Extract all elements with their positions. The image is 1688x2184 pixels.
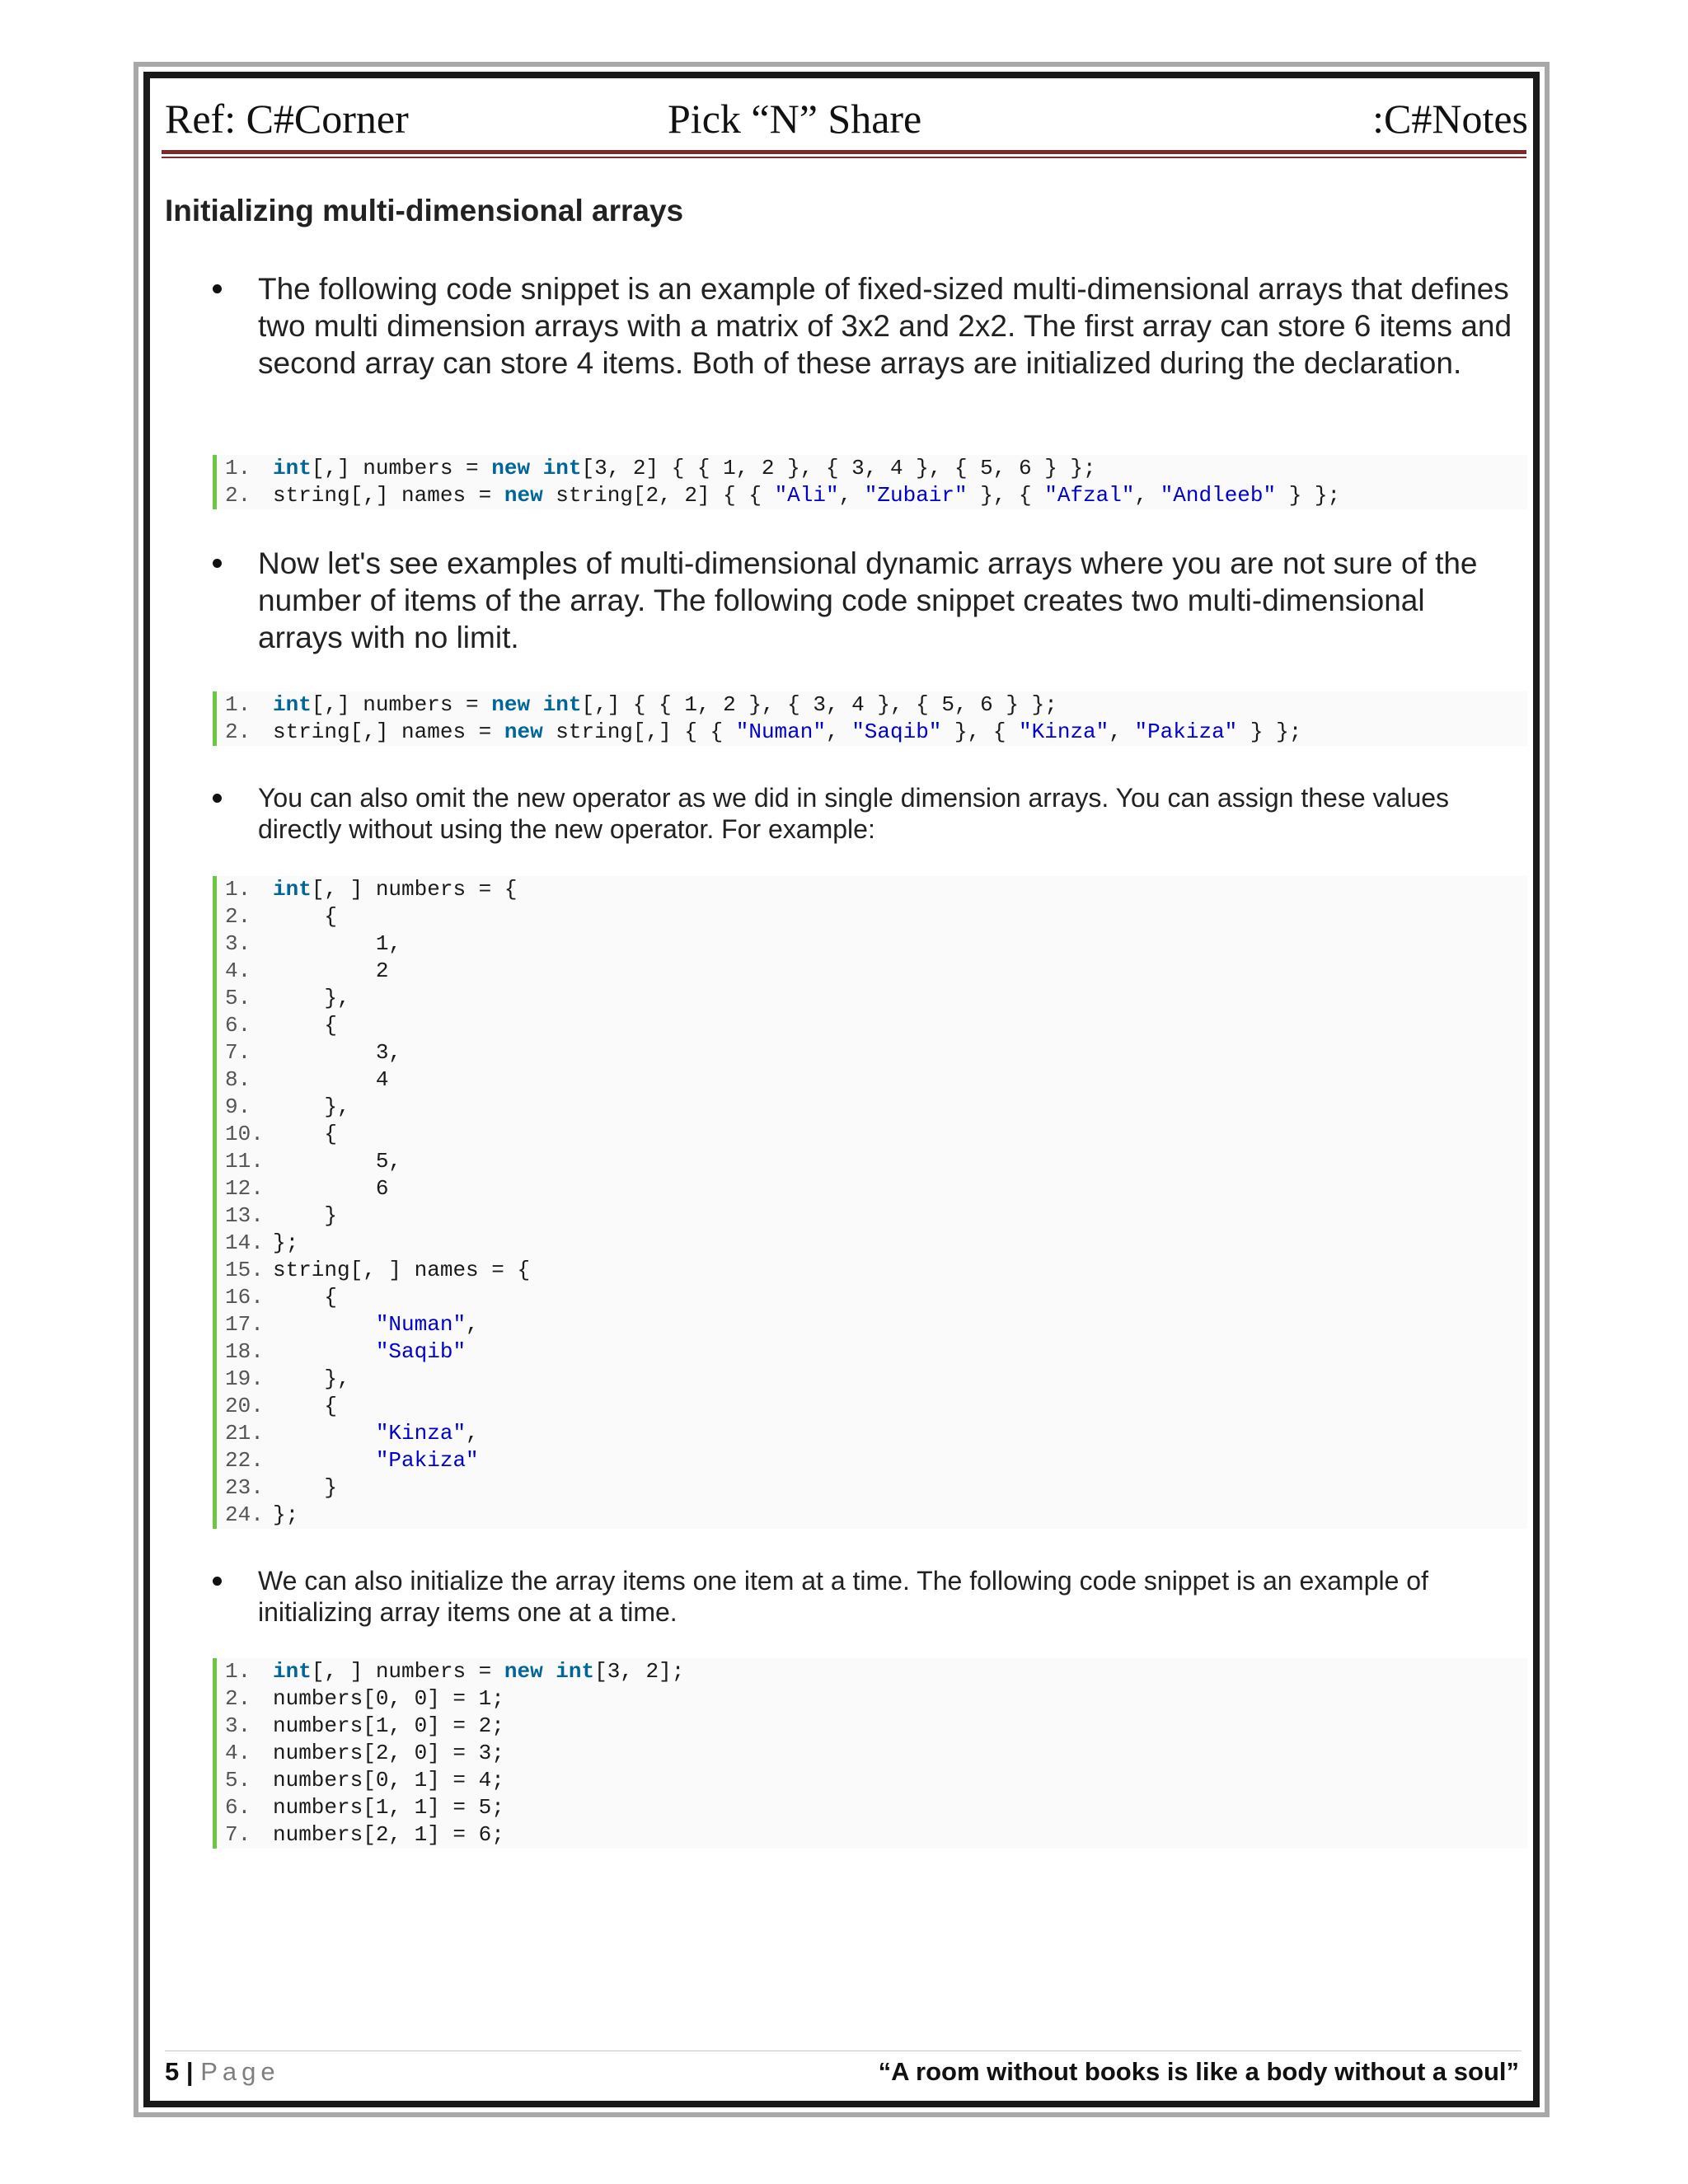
- line-number: 17.: [225, 1312, 264, 1337]
- line-number: 23.: [225, 1475, 264, 1500]
- code-line: 2. numbers[0, 0] = 1;: [217, 1685, 1527, 1713]
- line-number: 1.: [225, 456, 251, 480]
- code-line: 2. string[,] names = new string[,] { { "Numan", "Saqib" }, { "Kinza", "Pakiza" } };: [217, 719, 1527, 746]
- line-number: 1.: [225, 1659, 251, 1684]
- line-number: 24.: [225, 1502, 264, 1527]
- line-number: 8.: [225, 1067, 251, 1092]
- page-header: [165, 95, 1528, 152]
- page-number-value: 5: [165, 2057, 180, 2086]
- line-number: 19.: [225, 1366, 264, 1391]
- code-line: 5. numbers[0, 1] = 4;: [217, 1767, 1527, 1794]
- code-line: 4. numbers[2, 0] = 3;: [217, 1740, 1527, 1767]
- line-number: 5.: [225, 986, 251, 1010]
- code-line: 21. "Kinza",: [217, 1420, 1527, 1447]
- line-number: 3.: [225, 1713, 251, 1738]
- bullet-text: We can also initialize the array items one item at a time. The following code snippet is an example of initializing array items one at a time.: [258, 1566, 1428, 1627]
- line-number: 21.: [225, 1421, 264, 1446]
- code-line: 12. 6: [217, 1175, 1527, 1202]
- line-number: 11.: [225, 1149, 264, 1174]
- code-line: 8. 4: [217, 1066, 1527, 1094]
- header-rule-thin: [162, 157, 1526, 158]
- code-line: 9. },: [217, 1094, 1527, 1121]
- code-line: 15. string[, ] names = {: [217, 1257, 1527, 1284]
- line-number: 7.: [225, 1040, 251, 1065]
- code-line: 14. };: [217, 1230, 1527, 1257]
- code-line: 17. "Numan",: [217, 1311, 1527, 1338]
- bullet-text: The following code snippet is an example of fixed-sized multi-dimensional arrays that defines two multi dimension arrays with a matrix of 3x2 and 2x2. The first array can store 6 items and second array can store 4 items. Both of these arrays are initialized during the declaration.: [258, 272, 1512, 380]
- line-number: 22.: [225, 1448, 264, 1473]
- page-label: Page: [200, 2057, 280, 2086]
- header-right: :C#Notes: [1372, 96, 1528, 142]
- line-number: 18.: [225, 1339, 264, 1364]
- code-line: 19. },: [217, 1366, 1527, 1393]
- line-number: 4.: [225, 958, 251, 983]
- code-block: [213, 876, 1527, 1529]
- code-line: 13. }: [217, 1202, 1527, 1230]
- code-line: 7. numbers[2, 1] = 6;: [217, 1821, 1527, 1849]
- line-number: 2.: [225, 483, 251, 508]
- code-line: 6. {: [217, 1012, 1527, 1039]
- code-line: 3. numbers[1, 0] = 2;: [217, 1713, 1527, 1740]
- code-line: 1. int[,] numbers = new int[3, 2] { { 1, 2 }, { 3, 4 }, { 5, 6 } };: [217, 455, 1527, 482]
- code-line: 1. int[,] numbers = new int[,] { { 1, 2 }, { 3, 4 }, { 5, 6 } };: [217, 691, 1527, 719]
- code-line: 2. string[,] names = new string[2, 2] { { "Ali", "Zubair" }, { "Afzal", "Andleeb" } };: [217, 482, 1527, 509]
- line-number: 14.: [225, 1230, 264, 1255]
- line-number: 16.: [225, 1285, 264, 1310]
- header-left: Ref: C#Corner: [165, 96, 409, 142]
- code-line: 11. 5,: [217, 1148, 1527, 1175]
- code-line: 2. {: [217, 903, 1527, 930]
- line-number: 6.: [225, 1795, 251, 1820]
- header-center: Pick “N” Share: [668, 96, 922, 142]
- bullet-dot: [213, 1577, 222, 1586]
- line-number: 1.: [225, 877, 251, 902]
- code-line: 7. 3,: [217, 1039, 1527, 1066]
- code-block: [213, 1658, 1527, 1849]
- bullet-dot: [213, 794, 222, 803]
- bullet-text: Now let's see examples of multi-dimensional dynamic arrays where you are not sure of the number of items of the array. The following code snippet creates two multi-dimensional arrays with no limit.: [258, 546, 1478, 654]
- code-line: 22. "Pakiza": [217, 1447, 1527, 1474]
- line-number: 2.: [225, 904, 251, 929]
- bullet-text: You can also omit the new operator as we did in single dimension arrays. You can assign these values directly without using the new operator. For example:: [258, 783, 1450, 844]
- line-number: 6.: [225, 1013, 251, 1038]
- line-number: 3.: [225, 931, 251, 956]
- line-number: 10.: [225, 1122, 264, 1146]
- line-number: 13.: [225, 1203, 264, 1228]
- code-line: 1. int[, ] numbers = {: [217, 876, 1527, 903]
- page-number: [165, 2057, 280, 2087]
- bullet-dot: [213, 284, 222, 293]
- code-line: 1. int[, ] numbers = new int[3, 2];: [217, 1658, 1527, 1685]
- code-block: [213, 455, 1527, 509]
- page-separator: |: [185, 2057, 194, 2086]
- line-number: 2.: [225, 1686, 251, 1711]
- header-rule-thick: [162, 150, 1526, 154]
- footer-rule: [165, 2050, 1522, 2051]
- code-line: 4. 2: [217, 958, 1527, 985]
- code-block: [213, 691, 1527, 746]
- line-number: 20.: [225, 1394, 264, 1418]
- line-number: 2.: [225, 719, 251, 744]
- footer-quote: “A room without books is like a body without a soul”: [878, 2057, 1519, 2086]
- line-number: 1.: [225, 692, 251, 717]
- code-line: 18. "Saqib": [217, 1338, 1527, 1366]
- code-line: 10. {: [217, 1121, 1527, 1148]
- section-title: Initializing multi-dimensional arrays: [165, 194, 684, 227]
- code-line: 20. {: [217, 1393, 1527, 1420]
- code-line: 23. }: [217, 1474, 1527, 1502]
- code-line: 16. {: [217, 1284, 1527, 1311]
- code-line: 5. },: [217, 985, 1527, 1012]
- line-number: 9.: [225, 1094, 251, 1119]
- line-number: 15.: [225, 1258, 264, 1282]
- code-line: 6. numbers[1, 1] = 5;: [217, 1794, 1527, 1821]
- bullet-dot: [213, 559, 222, 568]
- code-line: 3. 1,: [217, 930, 1527, 958]
- line-number: 4.: [225, 1741, 251, 1765]
- code-line: 24. };: [217, 1502, 1527, 1529]
- line-number: 7.: [225, 1822, 251, 1847]
- line-number: 12.: [225, 1176, 264, 1201]
- line-number: 5.: [225, 1768, 251, 1793]
